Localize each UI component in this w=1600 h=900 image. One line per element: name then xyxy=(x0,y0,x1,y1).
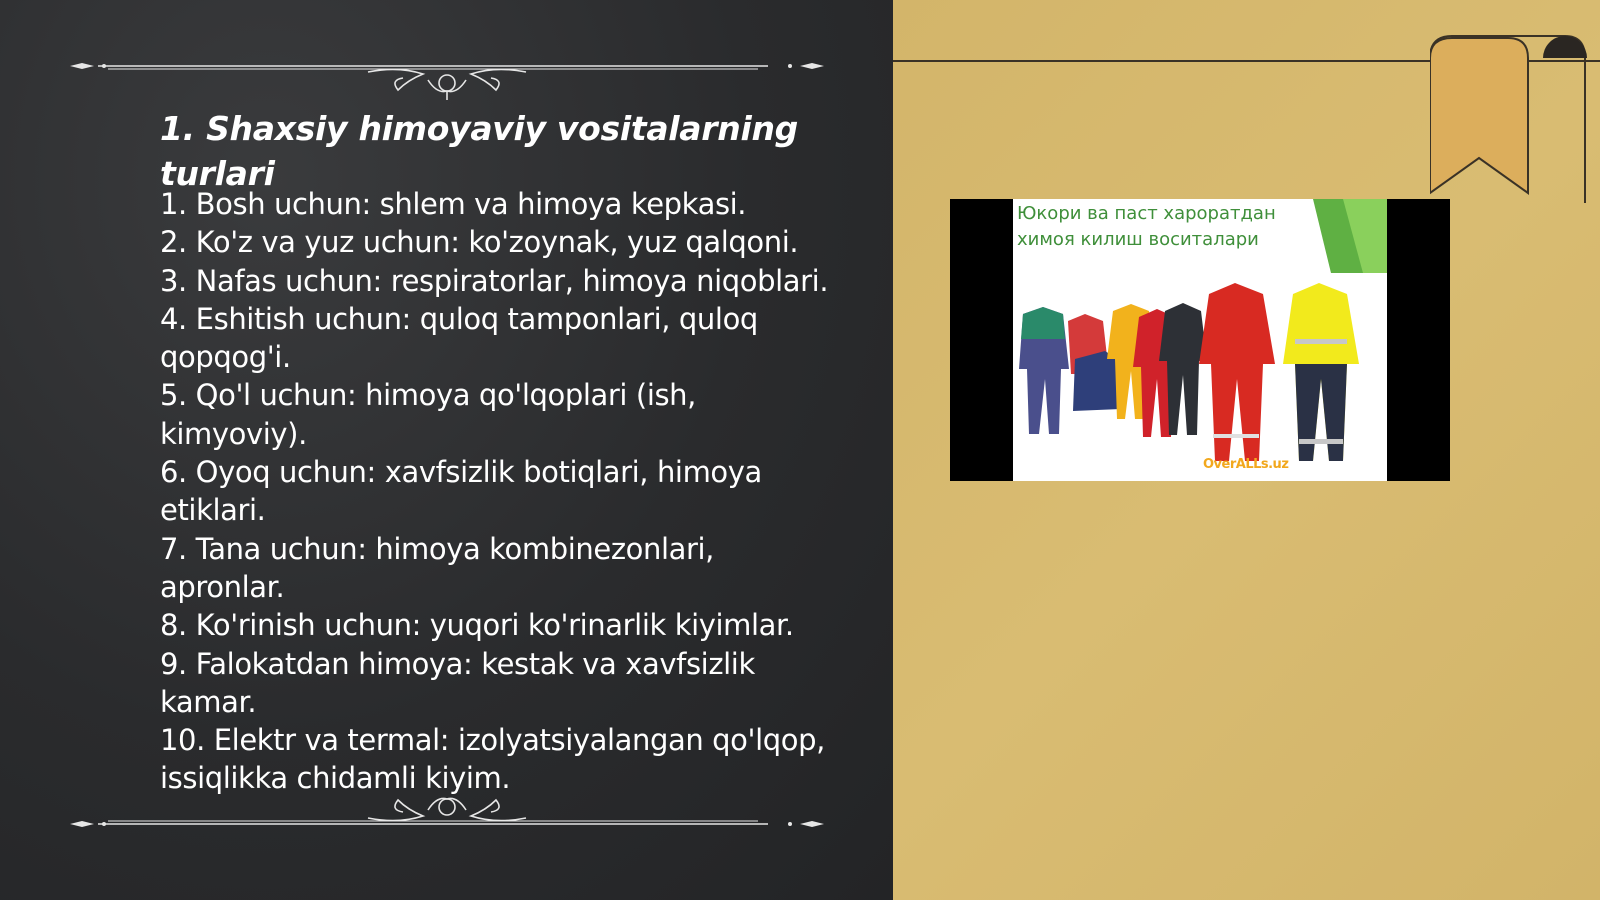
list-item: 1. Bosh uchun: shlem va himoya kepkasi. xyxy=(160,187,747,221)
list-item: 9. Falokatdan himoya: kestak va xavfsizlik kamar. xyxy=(160,646,755,719)
image-watermark-logo: OverALLs.uz xyxy=(1203,457,1289,472)
image-content xyxy=(1013,199,1387,481)
list-item: 4. Eshitish uchun: quloq tamponlari, quloq qopqog'i. xyxy=(160,301,758,375)
list-item: 2. Ko'z va yuz uchun: ko'zoynak, yuz qalqoni. xyxy=(160,225,799,260)
list-item: 10. Elektr va termal: izolyatsiyalangan qo'lqop, issiqlikka chidamli kiyim. xyxy=(160,723,825,796)
list-item: 7. Tana uchun: himoya kombinezonlari, apronlar. xyxy=(160,531,714,604)
list-item: 6. Oyoq uchun: xavfsizlik botiqlari, himoya etiklari. xyxy=(160,455,762,528)
image-caption: Юкори ва паст хароратдан химоя килиш воситалари xyxy=(1017,203,1276,250)
bottom-ornament-divider xyxy=(68,790,826,840)
list-item: 3. Nafas uchun: respiratorlar, himoya niqoblari. xyxy=(160,263,829,298)
list-item: 5. Qo'l uchun: himoya qo'lqoplari (ish, kimyoviy). xyxy=(160,378,696,451)
list-item: 8. Ko'rinish uchun: yuqori ko'rinarlik kiyimlar. xyxy=(160,608,794,643)
ppe-types-list xyxy=(160,185,840,798)
slide-title: 1. Shaxsiy himoyaviy vositalarning turlari xyxy=(160,109,798,193)
protective-clothing-image xyxy=(950,199,1450,481)
bookmark-ribbon-icon xyxy=(1430,28,1600,203)
top-ornament-divider xyxy=(68,50,826,100)
